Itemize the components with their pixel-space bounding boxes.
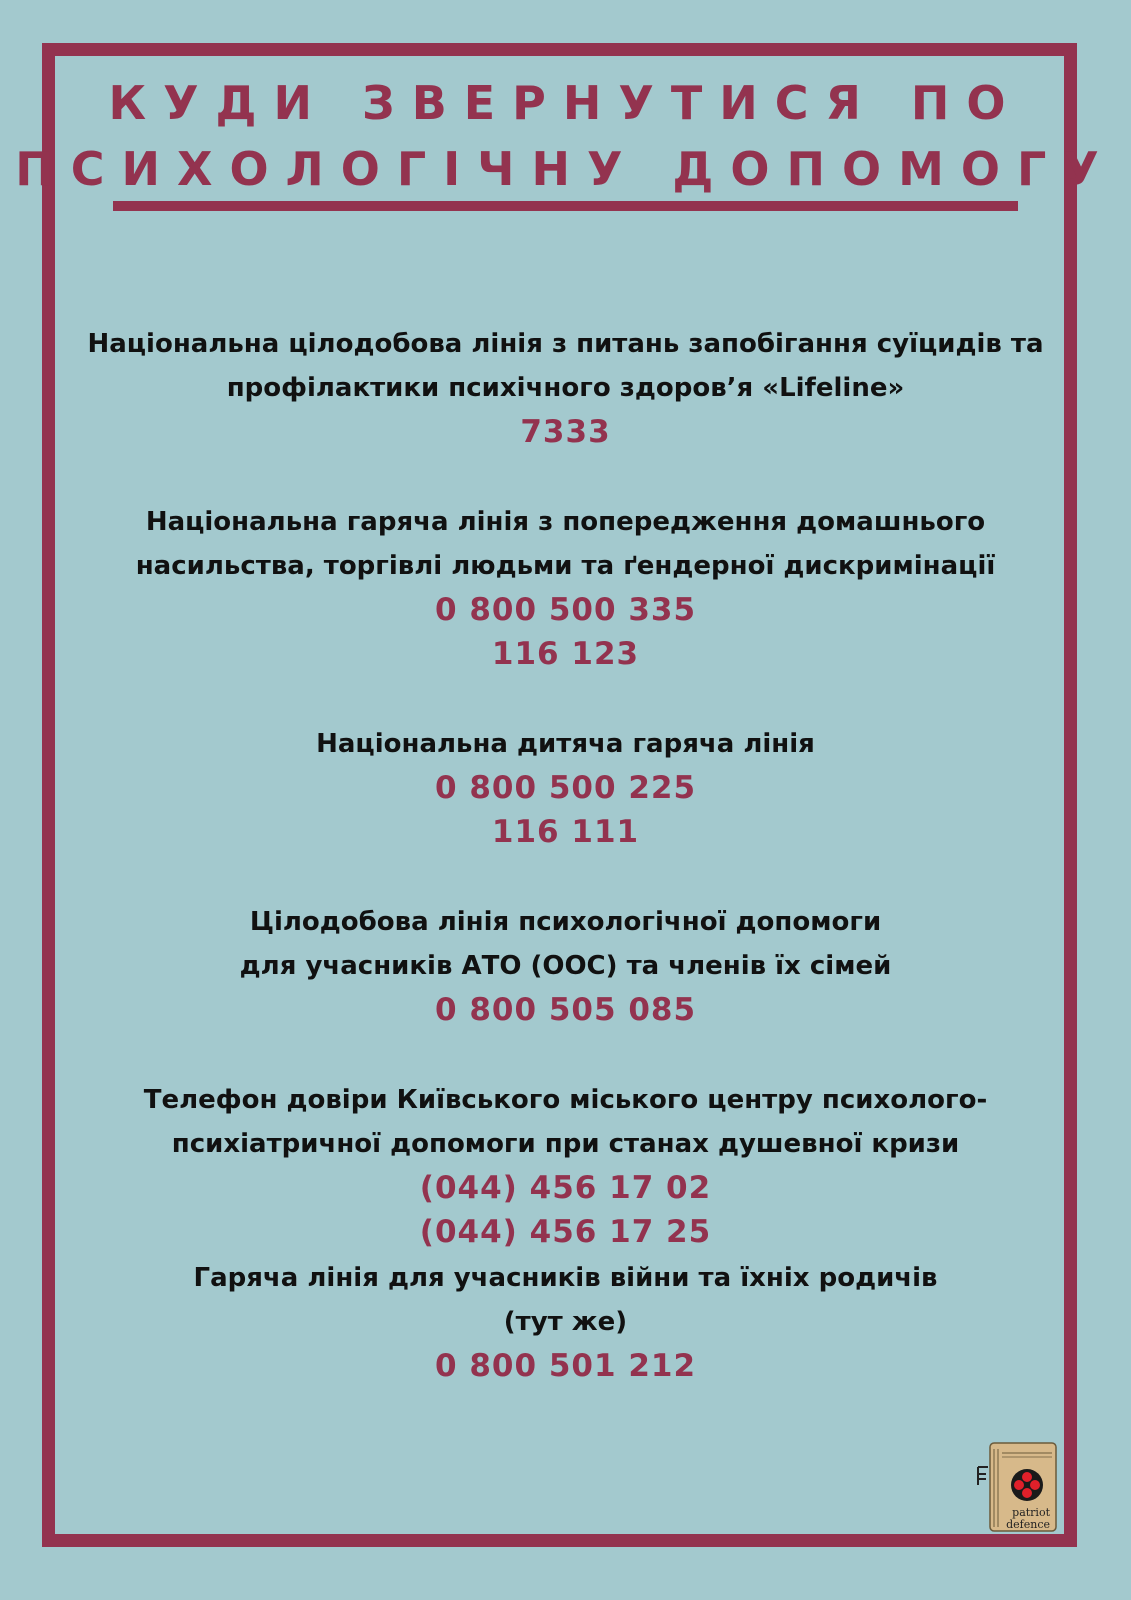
hotline-phone[interactable]: 116 111 — [491, 814, 640, 850]
title-line-2: ПСИХОЛОГІЧНУ ДОПОМОГУ — [15, 142, 1116, 196]
hotline-description: насильства, торгівлі людьми та ґендерної дискримінації — [135, 551, 996, 581]
logo-text-line-2: defence — [1006, 1518, 1050, 1531]
title-line-1: КУДИ ЗВЕРНУТИСЯ ПО — [108, 76, 1023, 130]
hotline-phone[interactable]: 0 800 505 085 — [434, 992, 697, 1028]
hotline-phone[interactable]: 7333 — [520, 414, 611, 450]
hotline-description: Національна цілодобова лінія з питань запобігання суїцидів та — [87, 329, 1044, 359]
hotline-phone[interactable]: (044) 456 17 02 — [419, 1170, 712, 1206]
page-title — [0, 70, 1131, 202]
hotline-lifeline — [60, 322, 1071, 454]
hotline-phone[interactable]: 0 800 500 225 — [434, 770, 697, 806]
hotline-ato-veterans — [60, 900, 1071, 1032]
logo-text-line-1: patriot — [1012, 1506, 1050, 1519]
hotline-description: для учасників АТО (ООС) та членів їх сімей — [239, 951, 892, 981]
hotline-description: Національна дитяча гаряча лінія — [316, 729, 815, 759]
hotline-description: Гаряча лінія для учасників війни та їхніх родичів — [193, 1263, 938, 1293]
hotline-description: Цілодобова лінія психологічної допомоги — [249, 907, 882, 937]
hotline-phone[interactable]: 0 800 500 335 — [434, 592, 697, 628]
hotline-war-participants — [60, 1256, 1071, 1388]
hotline-description: профілактики психічного здоров’я «Lifeline» — [226, 373, 905, 403]
hotline-phone[interactable]: (044) 456 17 25 — [419, 1214, 712, 1250]
hotline-phone[interactable]: 116 123 — [491, 636, 640, 672]
hotline-children — [60, 722, 1071, 854]
hotline-description: (тут же) — [503, 1307, 628, 1337]
hotline-kyiv-crisis — [60, 1078, 1071, 1254]
title-divider — [113, 201, 1018, 211]
hotline-list — [60, 322, 1071, 1388]
patriot-defence-logo — [976, 1441, 1060, 1534]
hotline-description: Національна гаряча лінія з попередження домашнього — [145, 507, 986, 537]
hotline-description: психіатричної допомоги при станах душевної кризи — [171, 1129, 960, 1159]
hotline-phone[interactable]: 0 800 501 212 — [434, 1348, 697, 1384]
hotline-domestic-violence — [60, 500, 1071, 676]
hotline-description: Телефон довіри Київського міського центру психолого- — [143, 1085, 988, 1115]
